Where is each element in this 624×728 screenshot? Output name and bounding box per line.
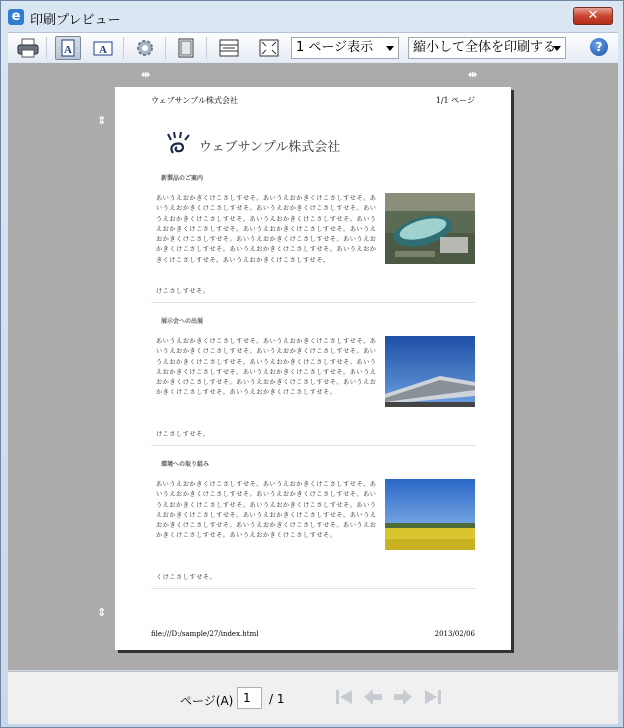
page-header-left: ウェブサンプル株式会社 xyxy=(151,96,238,105)
previous-page-button[interactable] xyxy=(362,686,384,708)
full-width-button[interactable] xyxy=(216,36,242,60)
view-mode-value: 1 ページ表示 xyxy=(296,40,374,55)
full-page-icon xyxy=(256,36,282,60)
page-setup-button[interactable] xyxy=(132,36,158,60)
window-title: 印刷プレビュー xyxy=(30,13,121,28)
landscape-icon xyxy=(90,36,116,60)
arrow-right-icon xyxy=(392,686,414,708)
section-body: あいうえおかきくけこさしすせそ。あいうえおかきくけこさしすせそ。あいうえおかきくけこさしすせそ。あいうえおかきくけこさしすせそ。あいうえおかきくけこさしすせそ。あいうえおかきくけこさしすせそ。あいうえおかきくけこさしすせそ。あいうえおかきくけこさしすせそ。あいうえおかきくけこさしすせそ。あいうえおかきくけこさしすせそ。あいうえおかきくけこさしすせそ。あいうえおかきくけこさしすせそ。あいうえおかきくけこさしすせそ。あいうえおかきくけこさしすせそ。 xyxy=(156,195,377,264)
chevron-down-icon xyxy=(386,46,394,51)
section-title: 展示会への出展 xyxy=(161,318,204,325)
top-margin-handle[interactable]: ⇕ xyxy=(97,114,107,127)
section-exhibition xyxy=(151,316,476,446)
gear-icon xyxy=(132,36,158,60)
rapeseed-field-photo xyxy=(385,479,475,550)
print-button[interactable] xyxy=(15,36,41,60)
section-environment xyxy=(151,459,476,589)
page-label: ページ(A) xyxy=(180,694,234,708)
section-title: 環境への取り組み xyxy=(161,461,210,468)
next-page-button[interactable] xyxy=(392,686,414,708)
section-body-tail: けこさしすせそ。 xyxy=(156,431,210,438)
left-margin-handle[interactable]: ⇹ xyxy=(141,68,151,81)
full-width-icon xyxy=(216,36,242,60)
ie-icon: e xyxy=(8,9,24,25)
toolbar xyxy=(8,32,618,62)
logo-icon xyxy=(165,131,195,155)
portrait-icon xyxy=(56,37,80,59)
close-button[interactable]: ✕ xyxy=(573,7,613,25)
preview-page xyxy=(115,87,511,650)
preview-area xyxy=(8,63,618,670)
page-navigation-bar xyxy=(8,671,618,724)
section-body-tail: けこさしすせそ。 xyxy=(156,288,210,295)
section-new-products xyxy=(151,173,476,303)
svg-text:A: A xyxy=(64,44,72,56)
svg-text:A: A xyxy=(99,44,107,56)
section-body: あいうえおかきくけこさしすせそ。あいうえおかきくけこさしすせそ。あいうえおかきくけこさしすせそ。あいうえおかきくけこさしすせそ。あいうえおかきくけこさしすせそ。あいうえおかきくけこさしすせそ。あいうえおかきくけこさしすせそ。あいうえおかきくけこさしすせそ。あいうえおかきくけこさしすせそ。あいうえおかきくけこさしすせそ。あいうえおかきくけこさしすせそ。あいうえおかきくけこさしすせそ。 xyxy=(156,338,377,397)
last-page-icon xyxy=(422,686,444,708)
landscape-button[interactable] xyxy=(90,36,116,60)
page-footer-right: 2013/02/06 xyxy=(434,630,475,638)
section-body: あいうえおかきくけこさしすせそ。あいうえおかきくけこさしすせそ。あいうえおかきくけこさしすせそ。あいうえおかきくけこさしすせそ。あいうえおかきくけこさしすせそ。あいうえおかきくけこさしすせそ。あいうえおかきくけこさしすせそ。あいうえおかきくけこさしすせそ。あいうえおかきくけこさしすせそ。あいうえおかきくけこさしすせそ。あいうえおかきくけこさしすせそ。あいうえおかきくけこさしすせそ。 xyxy=(156,481,377,540)
first-page-icon xyxy=(333,686,355,708)
page-footer-left: file:///D:/sample/27/index.html xyxy=(151,630,259,638)
first-page-button[interactable] xyxy=(333,686,355,708)
hall-roof-photo xyxy=(385,336,475,407)
section-title: 新製品のご案内 xyxy=(161,175,204,182)
page-header-right: 1/1 ページ xyxy=(435,96,475,105)
scale-mode-value: 縮小して全体を印刷する xyxy=(413,40,557,55)
page-total: / 1 xyxy=(269,692,285,706)
header-footer-icon xyxy=(173,36,199,60)
printer-icon xyxy=(15,36,41,60)
help-button[interactable]: ? xyxy=(590,38,608,56)
scale-mode-select[interactable] xyxy=(408,37,566,59)
chevron-down-icon xyxy=(553,46,561,51)
logo-text: ウェブサンプル株式会社 xyxy=(199,140,341,155)
page-number-input[interactable]: 1 xyxy=(237,687,262,709)
full-page-button[interactable] xyxy=(256,36,282,60)
bottom-margin-handle[interactable]: ⇕ xyxy=(97,606,107,619)
section-body-tail: くけこさしすせそ。 xyxy=(156,574,217,581)
right-margin-handle[interactable]: ⇹ xyxy=(468,68,478,81)
company-logo xyxy=(165,131,365,155)
header-footer-button[interactable] xyxy=(173,36,199,60)
view-mode-select[interactable] xyxy=(291,37,399,59)
portrait-button[interactable] xyxy=(55,36,81,60)
arrow-left-icon xyxy=(362,686,384,708)
title-bar xyxy=(1,1,623,31)
building-photo xyxy=(385,193,475,264)
last-page-button[interactable] xyxy=(422,686,444,708)
